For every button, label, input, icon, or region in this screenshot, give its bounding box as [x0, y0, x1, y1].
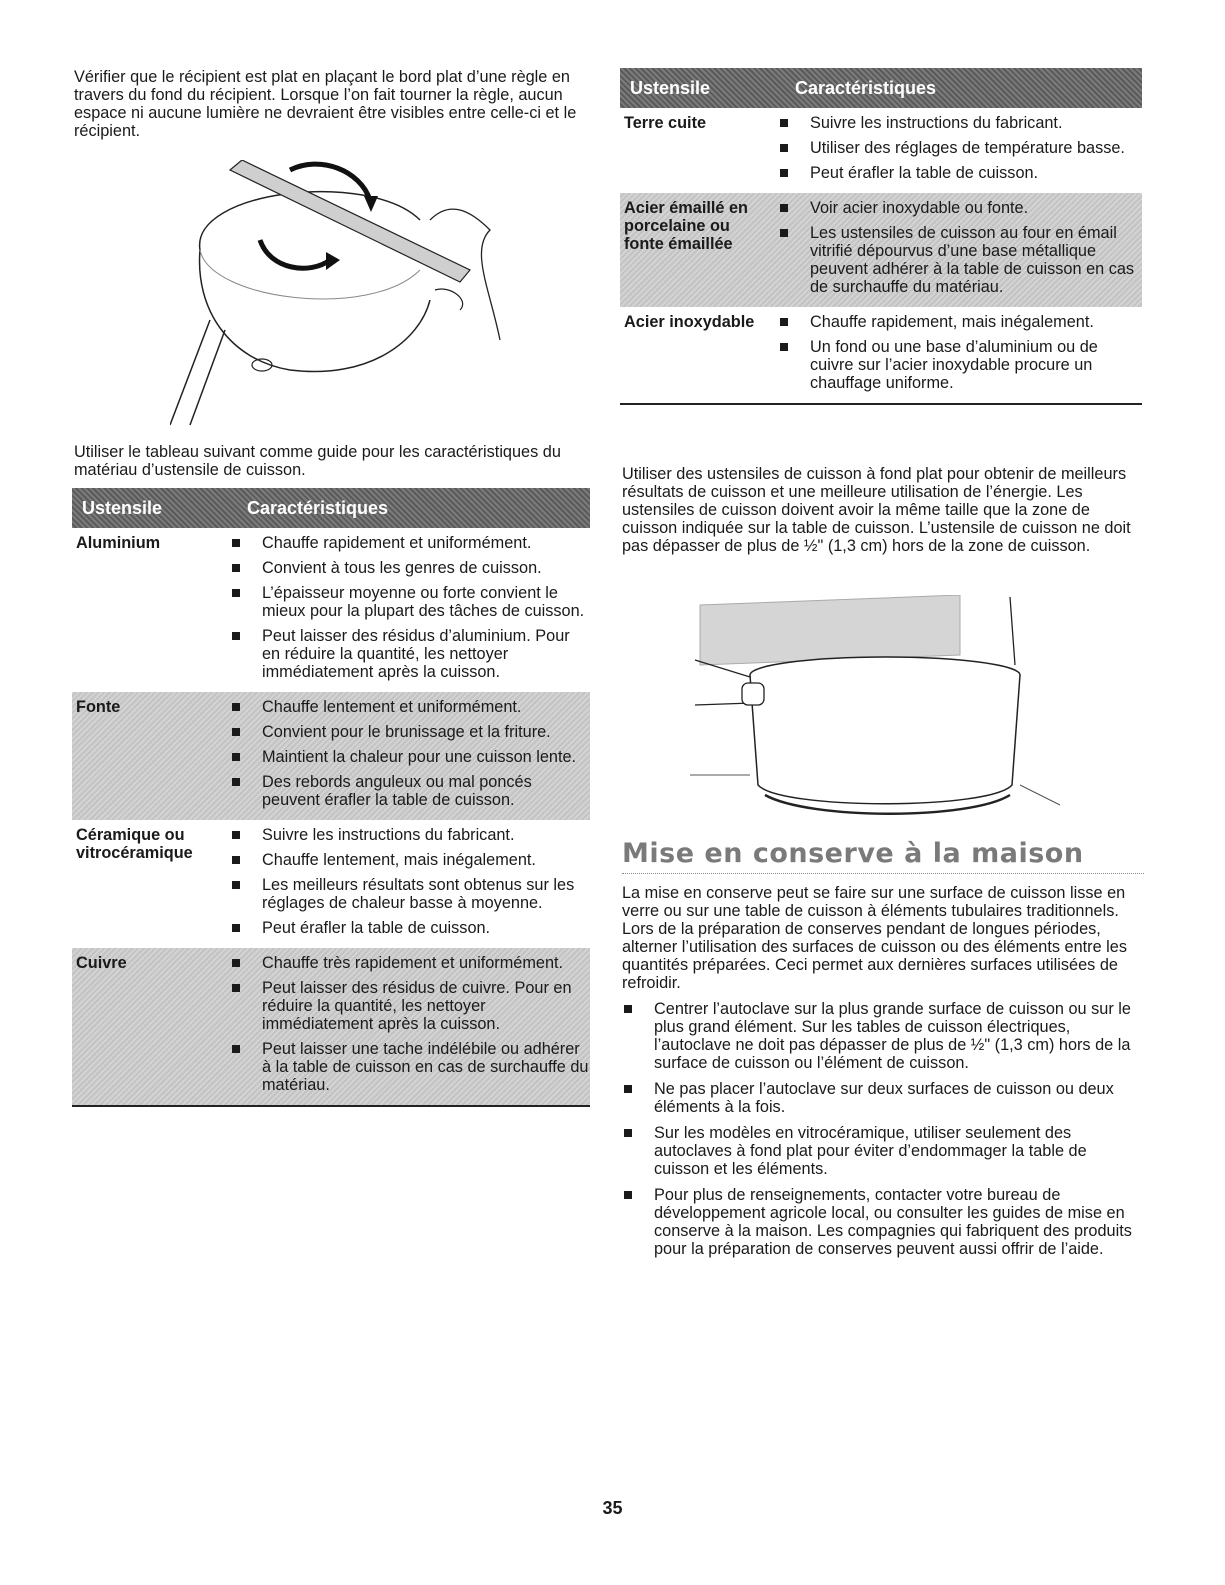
- canning-bullet-list: [622, 1000, 1142, 1266]
- characteristic-item: Les ustensiles de cuisson au four en émail vitrifié dépourvus d’une base métallique peuvent adhérer à la table de cuisson en cas de surchauffe du matériau.: [772, 224, 1142, 296]
- material-name: Céramique ou vitrocéramique: [76, 826, 193, 862]
- table-header: [72, 488, 590, 528]
- characteristic-item: Convient pour le brunissage et la friture.: [224, 723, 590, 741]
- table-row: [620, 193, 1142, 307]
- characteristic-item: Des rebords anguleux ou mal poncés peuvent érafler la table de cuisson.: [224, 773, 590, 809]
- table-row: [72, 820, 590, 948]
- characteristic-item: Maintient la chaleur pour une cuisson lente.: [224, 748, 590, 766]
- header-caracteristiques: Caractéristiques: [247, 497, 389, 518]
- section-title: Mise en conserve à la maison: [622, 838, 1144, 874]
- intro-paragraph: Vérifier que le récipient est plat en plaçant le bord plat d’une règle en travers du fond du récipient. Lorsque l’on fait tourner la règle, aucun espace ni aucune lumière ne devraient être visibles entre celle-ci et le récipient.: [74, 68, 577, 140]
- characteristic-item: Utiliser des réglages de température basse.: [772, 139, 1142, 157]
- characteristic-item: Suivre les instructions du fabricant.: [224, 826, 590, 844]
- material-name: Fonte: [76, 698, 121, 716]
- characteristics-list: [224, 954, 590, 1101]
- table-guide-paragraph: Utiliser le tableau suivant comme guide pour les caractéristiques du matériau d’ustensile de cuisson.: [74, 443, 561, 479]
- characteristic-item: Chauffe lentement et uniformément.: [224, 698, 590, 716]
- pot-on-cooktop-illustration: [690, 595, 1080, 820]
- characteristic-item: Les meilleurs résultats sont obtenus sur les réglages de chaleur basse à moyenne.: [224, 876, 590, 912]
- characteristic-item: Peut érafler la table de cuisson.: [772, 164, 1142, 182]
- characteristics-list: [224, 698, 590, 816]
- characteristic-item: Voir acier inoxydable ou fonte.: [772, 199, 1142, 217]
- material-name: Acier émaillé en porcelaine ou fonte émaillée: [624, 199, 748, 253]
- canning-paragraph: La mise en conserve peut se faire sur une surface de cuisson lisse en verre ou sur une table de cuisson à éléments tubulaires traditionnels. Lors de la préparation de conserves pendant de longues périodes, alterner l’utilisation des surfaces de cuisson ou des éléments entre les quantités préparées. Ceci permet aux dernières surfaces utilisées de refroidir.: [622, 884, 1127, 992]
- material-name: Terre cuite: [624, 114, 707, 132]
- page-number: 35: [602, 1498, 623, 1518]
- canning-bullet: Sur les modèles en vitrocéramique, utiliser seulement des autoclaves à fond plat pour éviter d’endommager la table de cuisson et les éléments.: [622, 1124, 1142, 1178]
- header-ustensile: Ustensile: [82, 497, 163, 518]
- characteristics-list: [772, 114, 1142, 189]
- characteristics-list: [772, 199, 1142, 303]
- cookware-table-left: [72, 488, 590, 1107]
- characteristic-item: Un fond ou une base d’aluminium ou de cuivre sur l’acier inoxydable procure un chauffage uniforme.: [772, 338, 1142, 392]
- canning-bullet: Pour plus de renseignements, contacter votre bureau de développement agricole local, ou consulter les guides de mise en conserve à la maison. Les compagnies qui fabriquent des produits pour la préparation de conserves peuvent aussi offrir de l’aide.: [622, 1186, 1142, 1258]
- material-name: Aluminium: [76, 534, 161, 552]
- ruler-on-pan-illustration: [170, 160, 510, 430]
- characteristic-item: Chauffe très rapidement et uniformément.: [224, 954, 590, 972]
- characteristic-item: Chauffe rapidement, mais inégalement.: [772, 313, 1142, 331]
- characteristics-list: [224, 826, 590, 944]
- characteristic-item: Peut laisser une tache indélébile ou adhérer à la table de cuisson en cas de surchauffe du matériau.: [224, 1040, 590, 1094]
- table-row: [620, 108, 1142, 193]
- table-header: [620, 68, 1142, 108]
- table-row: [620, 307, 1142, 405]
- cookware-table-right: [620, 68, 1142, 405]
- canning-bullet: Ne pas placer l’autoclave sur deux surfaces de cuisson ou deux éléments à la fois.: [622, 1080, 1142, 1116]
- characteristic-item: Chauffe lentement, mais inégalement.: [224, 851, 590, 869]
- characteristic-item: Convient à tous les genres de cuisson.: [224, 559, 590, 577]
- header-ustensile: Ustensile: [630, 77, 711, 98]
- characteristics-list: [224, 534, 590, 688]
- characteristic-item: Peut laisser des résidus d’aluminium. Pour en réduire la quantité, les nettoyer immédiatement après la cuisson.: [224, 627, 590, 681]
- table-row: [72, 692, 590, 820]
- characteristic-item: Chauffe rapidement et uniformément.: [224, 534, 590, 552]
- characteristic-item: L’épaisseur moyenne ou forte convient le mieux pour la plupart des tâches de cuisson.: [224, 584, 590, 620]
- canning-bullet: Centrer l’autoclave sur la plus grande surface de cuisson ou sur le plus grand élément. Sur les tables de cuisson électriques, l’autoclave ne doit pas dépasser de plus de ½" (1,3 cm) hors de la surface de cuisson ou l’élément de cuisson.: [622, 1000, 1142, 1072]
- flat-bottom-paragraph: Utiliser des ustensiles de cuisson à fond plat pour obtenir de meilleurs résultats de cuisson et une meilleure utilisation de l’énergie. Les ustensiles de cuisson doivent avoir la même taille que la zone de cuisson indiquée sur la table de cuisson. L’ustensile de cuisson ne doit pas dépasser de plus de ½" (1,3 cm) hors de la zone de cuisson.: [622, 465, 1131, 555]
- table-row: [72, 528, 590, 692]
- characteristic-item: Peut laisser des résidus de cuivre. Pour en réduire la quantité, les nettoyer immédiatement après la cuisson.: [224, 979, 590, 1033]
- material-name: Cuivre: [76, 954, 127, 972]
- material-name: Acier inoxydable: [624, 313, 755, 331]
- table-row: [72, 948, 590, 1107]
- characteristic-item: Suivre les instructions du fabricant.: [772, 114, 1142, 132]
- header-caracteristiques: Caractéristiques: [795, 77, 937, 98]
- characteristic-item: Peut érafler la table de cuisson.: [224, 919, 590, 937]
- characteristics-list: [772, 313, 1142, 399]
